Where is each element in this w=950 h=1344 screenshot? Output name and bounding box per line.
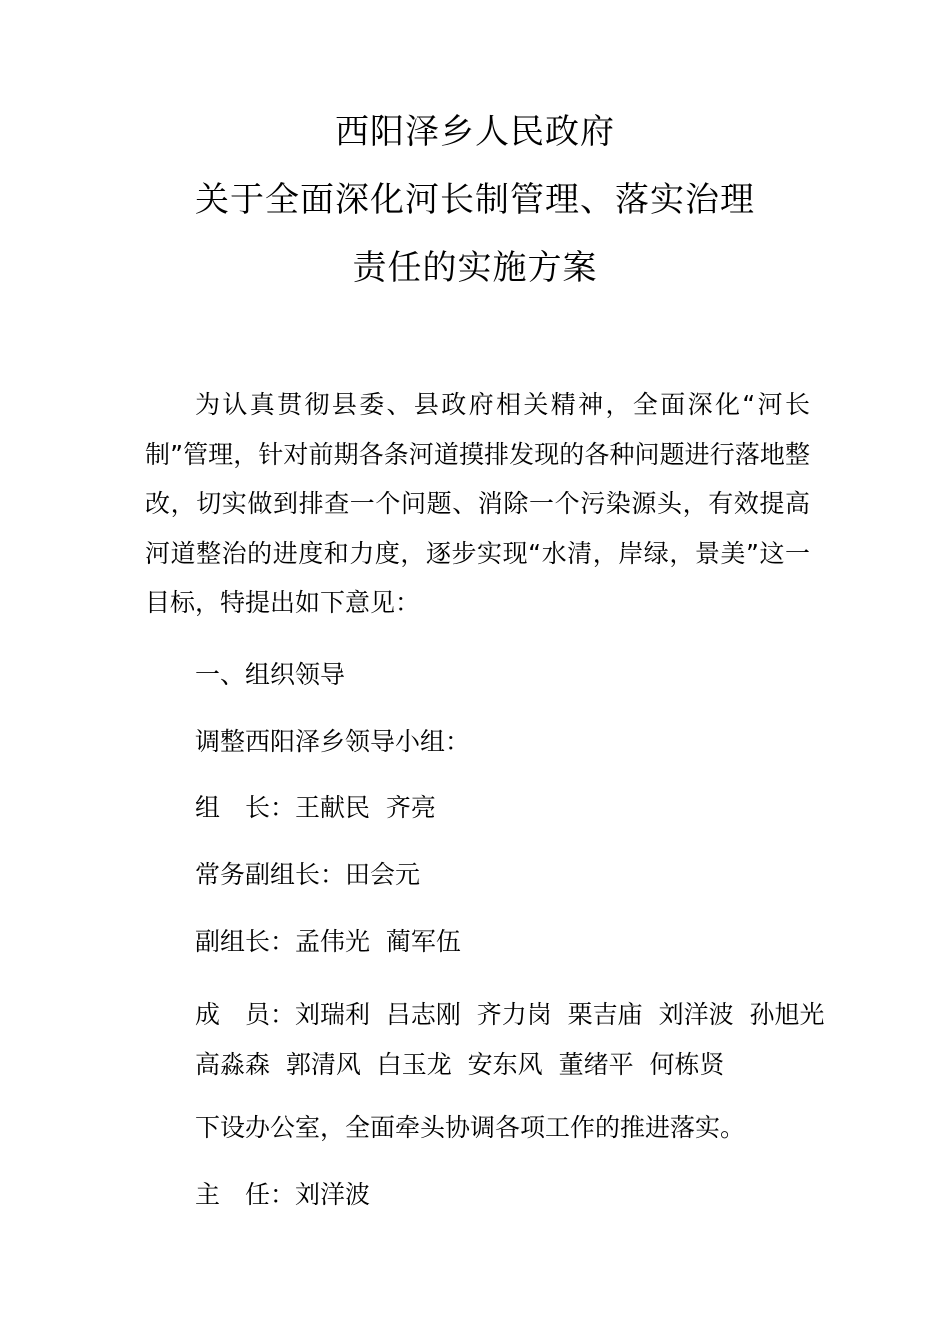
office-director-line: 主 任：刘洋波 (195, 1180, 371, 1209)
executive-deputy-line: 常务副组长：田会元 (195, 860, 421, 889)
adjust-group-line: 调整西阳泽乡领导小组： (195, 727, 471, 756)
intro-paragraph: 为认真贯彻县委、县政府相关精神，全面深化“河长制”管理，针对前期各条河道摸排发现的各种问题进行落地整改，切实做到排查一个问题、消除一个污染源头，有效提高河道整治的进度和力度，逐步实现“水清，岸绿，景美”这一目标，特提出如下意见： (145, 390, 810, 617)
members-line-1: 成 员：刘瑞利 吕志刚 齐力岗 栗吉庙 刘洋波 孙旭光 (195, 1000, 825, 1029)
members-block (195, 990, 825, 1090)
office-note-line: 下设办公室，全面牵头协调各项工作的推进落实。 (195, 1113, 746, 1142)
group-leader-line: 组 长：王献民 齐亮 (195, 793, 436, 822)
members-line-2: 高淼森 郭清风 白玉龙 安东风 董绪平 何栋贤 (195, 1050, 725, 1079)
document-title-line-1: 西阳泽乡人民政府 (335, 112, 615, 152)
document-title-line-3: 责任的实施方案 (352, 248, 598, 288)
document-title-line-2: 关于全面深化河长制管理、落实治理 (195, 180, 755, 220)
deputy-leader-line: 副组长：孟伟光 蔺军伍 (195, 927, 461, 956)
section-heading-organization: 一、组织领导 (195, 660, 346, 689)
